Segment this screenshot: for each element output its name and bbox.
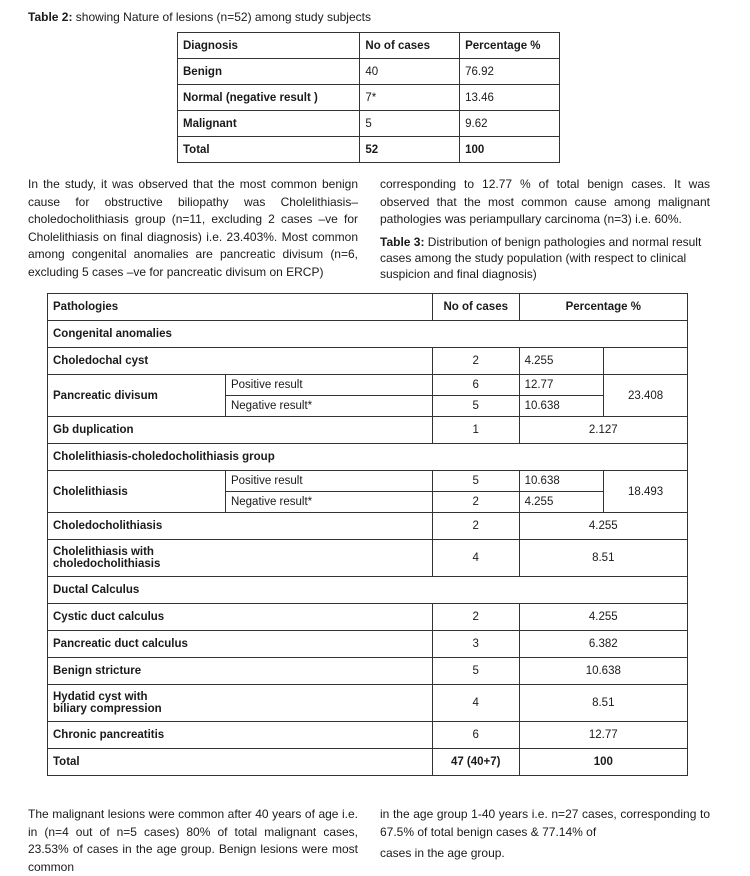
table-cell: 100 xyxy=(460,137,560,163)
table-cell: Negative result* xyxy=(225,492,432,513)
table-cell: 7* xyxy=(360,85,460,111)
table-cell: 23.408 xyxy=(604,375,688,417)
table-cell: Malignant xyxy=(178,111,360,137)
table-cell: 12.77 xyxy=(519,722,687,749)
table-cell: 5 xyxy=(432,396,519,417)
table-cell: 2 xyxy=(432,604,519,631)
table3 xyxy=(47,293,688,776)
table3-header-cell: Percentage % xyxy=(519,294,687,321)
table-cell: Cholelithiasis xyxy=(48,471,226,513)
table-row xyxy=(48,658,688,685)
table-cell: 4 xyxy=(432,540,519,577)
table-cell: Pancreatic duct calculus xyxy=(48,631,433,658)
table-cell: 5 xyxy=(432,471,519,492)
table2-header-row xyxy=(178,33,560,59)
table3-total-row xyxy=(48,749,688,776)
table-row xyxy=(48,471,688,492)
group-heading: Congenital anomalies xyxy=(48,321,688,348)
table-cell: 2 xyxy=(432,348,519,375)
group-heading: Cholelithiasis-choledocholithiasis group xyxy=(48,444,688,471)
table-cell: 4 xyxy=(432,685,519,722)
table-cell: Choledochal cyst xyxy=(48,348,433,375)
paragraph-right-bottom: in the age group 1-40 years i.e. n=27 cases, corresponding to 67.5% of total benign cases & 77.14% of cases in the age group. xyxy=(380,807,710,860)
table-cell: 1 xyxy=(432,417,519,444)
table3-group-row xyxy=(48,321,688,348)
table2-header-cell: No of cases xyxy=(360,33,460,59)
table-cell: 76.92 xyxy=(460,59,560,85)
table-cell: 8.51 xyxy=(519,685,687,722)
table2-header-cell: Percentage % xyxy=(460,33,560,59)
table-cell: Normal (negative result ) xyxy=(178,85,360,111)
table-cell: 100 xyxy=(519,749,687,776)
table-row xyxy=(48,604,688,631)
table-cell: Total xyxy=(178,137,360,163)
table-row xyxy=(48,685,688,722)
table-cell: 5 xyxy=(432,658,519,685)
table3-header-cell: Pathologies xyxy=(48,294,433,321)
table-cell: 2.127 xyxy=(519,417,687,444)
table3-group-row xyxy=(48,444,688,471)
table-row xyxy=(48,722,688,749)
table3-header-cell: No of cases xyxy=(432,294,519,321)
table3-group-row xyxy=(48,577,688,604)
table-cell: 40 xyxy=(360,59,460,85)
table-cell: Cystic duct calculus xyxy=(48,604,433,631)
table-row xyxy=(48,631,688,658)
table-cell: Gb duplication xyxy=(48,417,433,444)
table-cell: Positive result xyxy=(225,375,432,396)
table-cell: Benign xyxy=(178,59,360,85)
table-cell: 2 xyxy=(432,513,519,540)
table-cell: 3 xyxy=(432,631,519,658)
table-cell: 13.46 xyxy=(460,85,560,111)
table-cell: Negative result* xyxy=(225,396,432,417)
table-row xyxy=(48,513,688,540)
table-cell: Pancreatic divisum xyxy=(48,375,226,417)
table-cell: Total xyxy=(48,749,433,776)
table-cell xyxy=(604,348,688,375)
group-heading: Ductal Calculus xyxy=(48,577,688,604)
right-column-top xyxy=(380,176,710,282)
table-cell: 10.638 xyxy=(519,658,687,685)
table-row xyxy=(178,85,560,111)
table-cell: 6 xyxy=(432,375,519,396)
table-cell: 18.493 xyxy=(604,471,688,513)
table3-header-row xyxy=(48,294,688,321)
paragraph-right-top: corresponding to 12.77 % of total benign cases. It was observed that the most common cause among malignant pathologies was periampullary carcinoma (n=3) i.e. 60%. xyxy=(380,177,710,226)
table-cell: 2 xyxy=(432,492,519,513)
paragraph-left-bottom: The malignant lesions were common after 40 years of age i.e. in (n=4 out of n=5 cases) 80% of total malignant cases, 23.53% of cases in the age group. Benign lesions were most common xyxy=(28,807,358,874)
table-row xyxy=(48,375,688,396)
table2-header-cell: Diagnosis xyxy=(178,33,360,59)
table-cell: 9.62 xyxy=(460,111,560,137)
paragraph-left-top: In the study, it was observed that the most common benign cause for obstructive biliopathy was Cholelithiasis–choledocholithiasis group (n=11, excluding 2 cases –ve for Cholelithiasis on final diagnosis) i.e. 23.403%. Most common among congenital anomalies are pancreatic divisum (n=6, excluding 5 cases –ve for pancreatic divisum on ERCP) xyxy=(28,177,358,279)
table-cell: 10.638 xyxy=(519,471,604,492)
table-cell: Hydatid cyst with biliary compression xyxy=(48,685,433,722)
table-cell: 4.255 xyxy=(519,348,604,375)
table-cell: 10.638 xyxy=(519,396,604,417)
table-cell: 47 (40+7) xyxy=(432,749,519,776)
table-cell: Positive result xyxy=(225,471,432,492)
table-cell: Cholelithiasis with choledocholithiasis xyxy=(48,540,433,577)
table-cell: 4.255 xyxy=(519,604,687,631)
table-cell: 4.255 xyxy=(519,513,687,540)
table-row xyxy=(48,417,688,444)
table2-total-row xyxy=(178,137,560,163)
table-cell: Chronic pancreatitis xyxy=(48,722,433,749)
table-cell: 6.382 xyxy=(519,631,687,658)
table-cell: 4.255 xyxy=(519,492,604,513)
table-cell: Benign stricture xyxy=(48,658,433,685)
table-row xyxy=(48,540,688,577)
table-cell: 12.77 xyxy=(519,375,604,396)
table-row xyxy=(48,348,688,375)
table3-caption: Table 3: Distribution of benign pathologies and normal result cases among the study population (with respect to clinical suspicion and final diagnosis) xyxy=(380,234,702,281)
table-cell: Choledocholithiasis xyxy=(48,513,433,540)
table-cell: 52 xyxy=(360,137,460,163)
table-row xyxy=(178,59,560,85)
table-row xyxy=(178,111,560,137)
table2 xyxy=(177,32,560,163)
table-cell: 5 xyxy=(360,111,460,137)
table2-caption: Table 2: showing Nature of lesions (n=52) among study subjects xyxy=(28,10,371,24)
table-cell: 6 xyxy=(432,722,519,749)
table-cell: 8.51 xyxy=(519,540,687,577)
